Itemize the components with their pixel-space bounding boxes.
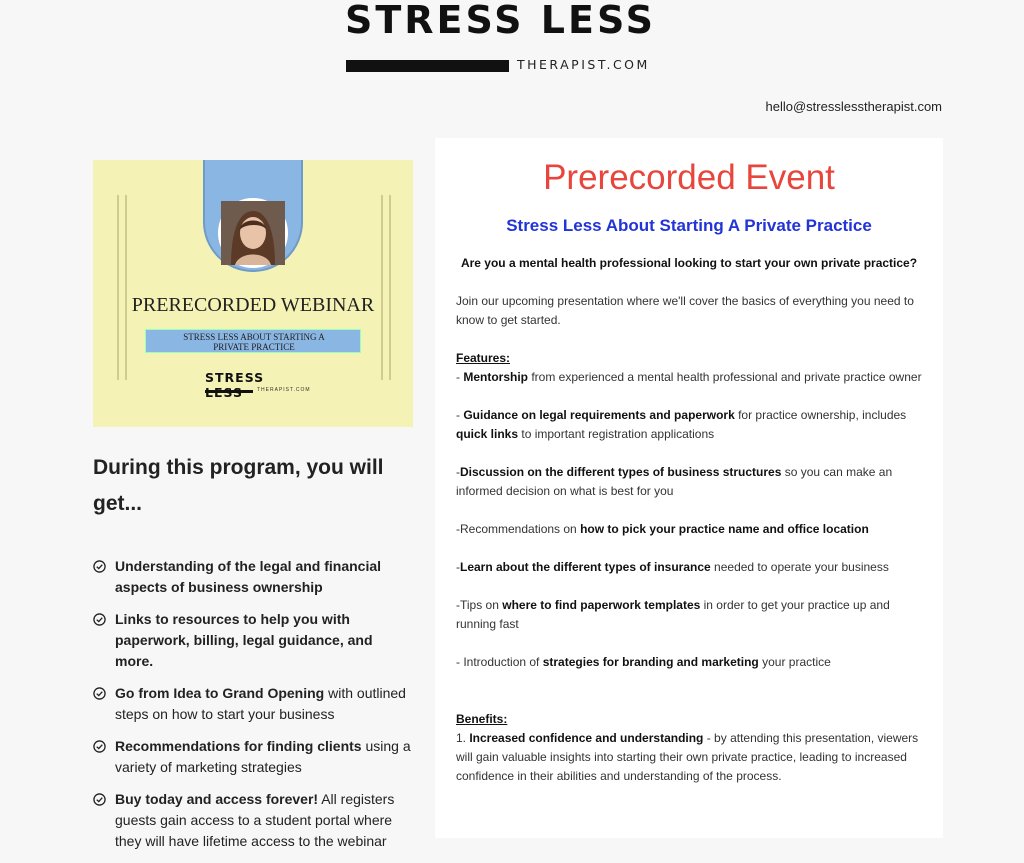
check-circle-icon xyxy=(93,560,106,573)
feature-item: -Tips on where to find paperwork templates in order to get your practice up and running fast xyxy=(456,598,890,631)
hero-logo-bar xyxy=(205,390,253,393)
hero-decor-line-left xyxy=(125,195,127,380)
hero-decor-line-right xyxy=(389,195,391,380)
feature-item: -Recommendations on how to pick your practice name and office location xyxy=(456,522,869,536)
features-label: Features: xyxy=(456,351,511,365)
list-item xyxy=(93,736,413,778)
item-text: with outlined steps on how to start your business xyxy=(115,685,406,722)
benefit-item: 1. Increased confidence and understanding - by attending this presentation, viewers will gain valuable insights into starting their own private practice, leading to increased confidence in their abilities and understanding of the process. xyxy=(456,731,919,783)
list-item xyxy=(93,683,413,725)
event-question: Are you a mental health professional looking to start your own private practice? xyxy=(460,256,918,270)
event-title: Prerecorded Event xyxy=(543,158,835,197)
hero-logo xyxy=(205,370,311,400)
list-item xyxy=(93,556,413,598)
event-details-panel xyxy=(435,138,943,838)
hero-subtitle-strip xyxy=(145,329,361,353)
list-item xyxy=(93,609,413,672)
hero-decor-line-right xyxy=(381,195,383,380)
event-subtitle: Stress Less About Starting A Private Practice xyxy=(506,216,872,235)
item-bold-text: Links to resources to help you with paperwork, billing, legal guidance, and more. xyxy=(115,611,373,669)
logo-bar xyxy=(346,60,509,72)
logo-wordmark: STRESS LESS xyxy=(345,0,656,42)
logo-subline: THERAPIST.COM xyxy=(517,57,650,72)
benefits-label: Benefits: xyxy=(456,712,508,726)
hero-decor-line-left xyxy=(117,195,119,380)
hero-logo-subline: THERAPIST.COM xyxy=(257,387,311,393)
event-intro: Join our upcoming presentation where we'll cover the basics of everything you need to know to get started. xyxy=(456,294,914,327)
hero-strip-line: PRIVATE PRACTICE xyxy=(213,342,295,352)
hero-logo-wordmark: STRESS xyxy=(205,370,265,385)
site-logo[interactable] xyxy=(345,0,675,80)
item-text: All registers guests gain access to a student portal where they will have lifetime access to the webinar xyxy=(115,791,395,849)
check-circle-icon xyxy=(93,793,106,806)
check-circle-icon xyxy=(93,613,106,626)
program-benefits-list xyxy=(93,556,413,863)
check-circle-icon xyxy=(93,687,106,700)
webinar-hero-image xyxy=(93,160,413,427)
program-heading: During this program, you will get... xyxy=(93,456,384,515)
feature-item: -Discussion on the different types of business structures so you can make an informed decision on what is best for you xyxy=(456,465,893,498)
contact-email-link[interactable]: hello@stresslesstherapist.com xyxy=(765,99,942,114)
presenter-avatar xyxy=(218,198,288,268)
feature-item: -Learn about the different types of insurance needed to operate your business xyxy=(456,560,889,574)
feature-item: - Guidance on legal requirements and paperwork for practice ownership, includes quick links to important registration applications xyxy=(456,408,907,441)
event-body xyxy=(456,292,926,805)
check-circle-icon xyxy=(93,740,106,753)
feature-item: - Mentorship from experienced a mental health professional and private practice owner xyxy=(456,370,922,384)
item-bold-text: Recommendations for finding clients xyxy=(115,738,362,754)
list-item xyxy=(93,789,413,852)
item-bold-text: Understanding of the legal and financial aspects of business ownership xyxy=(115,558,382,595)
hero-badge xyxy=(203,160,303,272)
feature-item: - Introduction of strategies for branding and marketing your practice xyxy=(456,655,831,669)
item-bold-text: Go from Idea to Grand Opening xyxy=(115,685,325,701)
hero-title: PRERECORDED WEBINAR xyxy=(131,294,375,316)
hero-strip-line: STRESS LESS ABOUT STARTING A xyxy=(183,332,325,342)
item-text: using a variety of marketing strategies xyxy=(115,738,411,775)
item-bold-text: Buy today and access forever! xyxy=(115,791,319,807)
